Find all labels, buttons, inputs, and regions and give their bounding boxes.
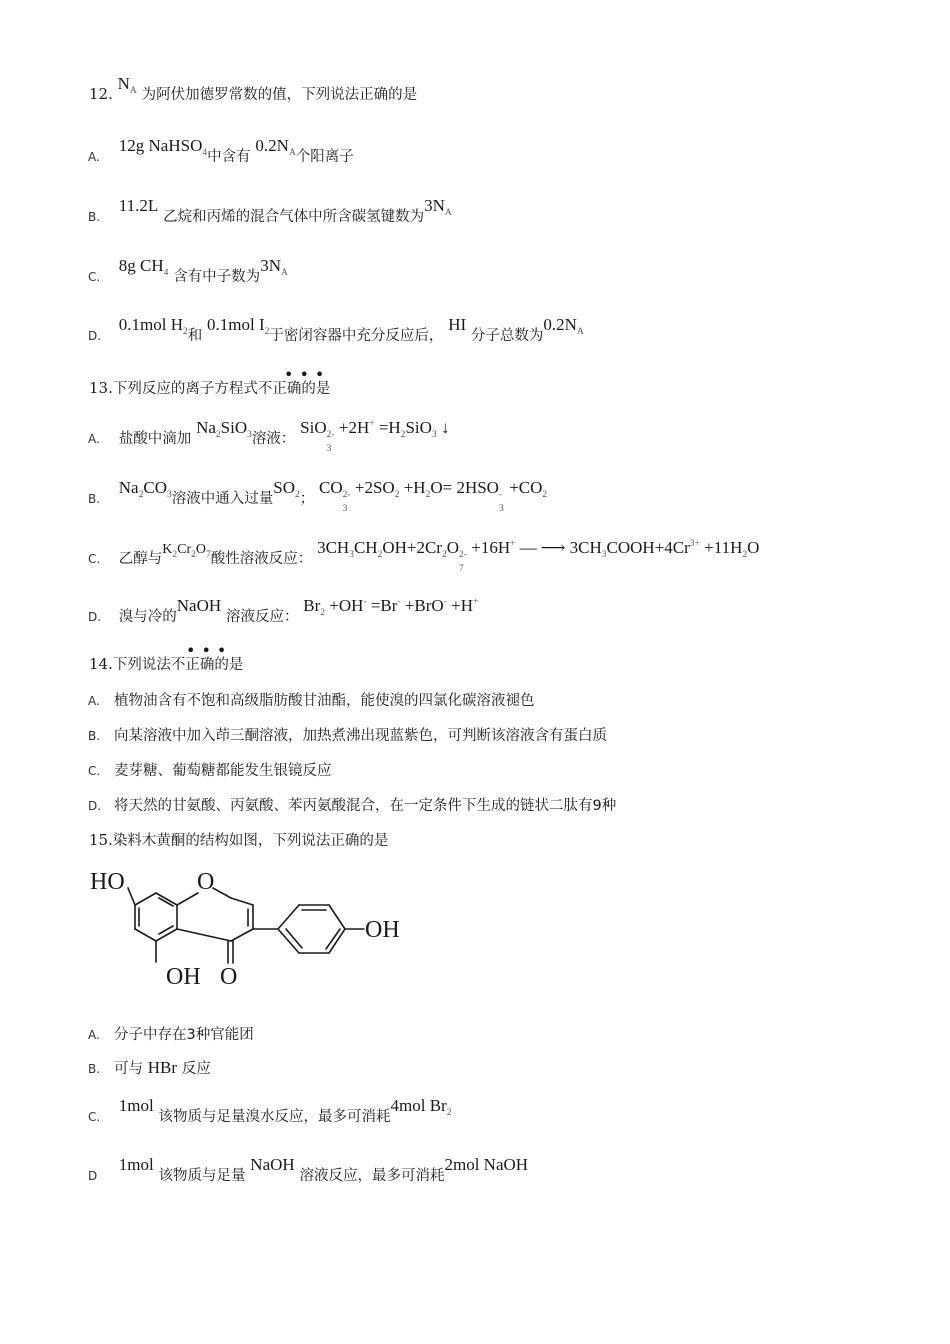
question-13-option-c[interactable]: C. 乙醇与$K_2Cr_2O_7$酸性溶液反应： $3CH_3CH_2OH+2Cr_2O$ 7 2- +16H+ — ⟶ $3CH_3COOH+4Cr^{3+} +11H_2O$	[88, 538, 760, 574]
label-o-ring: O	[197, 869, 215, 895]
question-12-option-b[interactable]: B. 11.2L 乙烷和丙烯的混合气体中所含碳氢键数为$3N_A$	[88, 196, 452, 225]
question-13-stem: 13.下列反应的离子方程式不正确的是	[89, 379, 331, 397]
genistein-structure	[86, 862, 416, 994]
bond	[156, 929, 177, 941]
question-13-option-d[interactable]: D. 溴与冷的NaOH 溶液反应： $Br_2 +OH^- =Br^- +BrO^- +H^+$	[88, 596, 479, 625]
question-12-option-a[interactable]: A. 12g NaHSO$_4$中含有 $0.2N_A$个阳离子	[88, 136, 354, 165]
bond-inner	[286, 929, 302, 948]
label-oh-right: OH	[365, 917, 400, 943]
equation-13a: SiO 3 2- $+2H^+ =H_2SiO_3$ ↓	[300, 418, 450, 454]
question-14-stem: 14.下列说法不正确的是	[89, 655, 244, 673]
question-15-stem: 15.染料木黄酮的结构如图，下列说法正确的是	[89, 831, 389, 849]
bond	[135, 893, 156, 905]
question-13-option-b[interactable]: B. $Na_2CO_3$溶液中通入过量$SO_2$； CO 3 2- $+2SO_2 +H_2O= 2HSO$ 3 - $+CO_2$	[88, 478, 548, 514]
equation-13b: CO 3 2- $+2SO_2 +H_2O= 2HSO$ 3 - $+CO_2$	[319, 478, 548, 514]
bond	[278, 905, 299, 929]
emphasis-dots-13: •••	[284, 365, 331, 384]
bond	[213, 888, 231, 898]
question-14-option-b[interactable]: B. 向某溶液中加入茚三酮溶液，加热煮沸出现蓝紫色，可判断该溶液含有蛋白质	[88, 728, 607, 744]
equation-13c: $3CH_3CH_2OH+2Cr_2O$ 7 2- +16H+ — ⟶ $3CH_3COOH+4Cr^{3+} +11H_2O$	[317, 538, 760, 574]
question-14-option-a[interactable]: A. 植物油含有不饱和高级脂肪酸甘油酯，能使溴的四氯化碳溶液褪色	[88, 693, 535, 709]
question-15-option-d[interactable]: D 1mol 该物质与足量 NaOH 溶液反应，最多可消耗2mol NaOH	[88, 1155, 529, 1184]
emphasis-dots-14: •••	[186, 641, 233, 660]
bond	[231, 898, 253, 905]
equation-13d: $Br_2 +OH^- =Br^- +BrO^- +H^+$	[303, 596, 479, 618]
bond	[177, 893, 198, 905]
label-ho-top: HO	[90, 869, 125, 895]
question-14-option-c[interactable]: C. 麦芽糖、葡萄糖都能发生银镜反应	[88, 763, 332, 779]
question-13-option-a[interactable]: A. 盐酸中滴加 $Na_2SiO_3$溶液： SiO 3 2- $+2H^+ =H_2SiO_3$ ↓	[88, 418, 450, 454]
question-15-option-b[interactable]: B. 可与 HBr 反应	[88, 1058, 211, 1077]
bond	[177, 929, 231, 941]
label-oh-bottom: OH	[166, 964, 201, 990]
label-o-carbonyl: O	[220, 964, 238, 990]
question-12-option-c[interactable]: C. 8g $CH_4$ 含有中子数为$3N_A$	[88, 256, 288, 285]
question-12-stem: 12. $N_A$ 为阿伏加德罗常数的值，下列说法正确的是	[89, 74, 418, 103]
bond	[135, 929, 156, 941]
bond	[329, 905, 345, 929]
bond	[128, 888, 135, 905]
question-15-option-a[interactable]: A. 分子中存在3种官能团	[88, 1027, 254, 1043]
bond	[231, 929, 253, 941]
question-12-option-d[interactable]: D. 0.1mol $H_2$和 0.1mol $I_2$于密闭容器中充分反应后， HI 分子总数为$0.2N_A$	[88, 315, 584, 344]
question-14-option-d[interactable]: D. 将天然的甘氨酸、丙氨酸、苯丙氨酸混合，在一定条件下生成的链状二肽有9种	[88, 798, 617, 814]
question-15-option-c[interactable]: C. 1mol 该物质与足量溴水反应，最多可消耗4mol $Br_2$	[88, 1096, 452, 1125]
